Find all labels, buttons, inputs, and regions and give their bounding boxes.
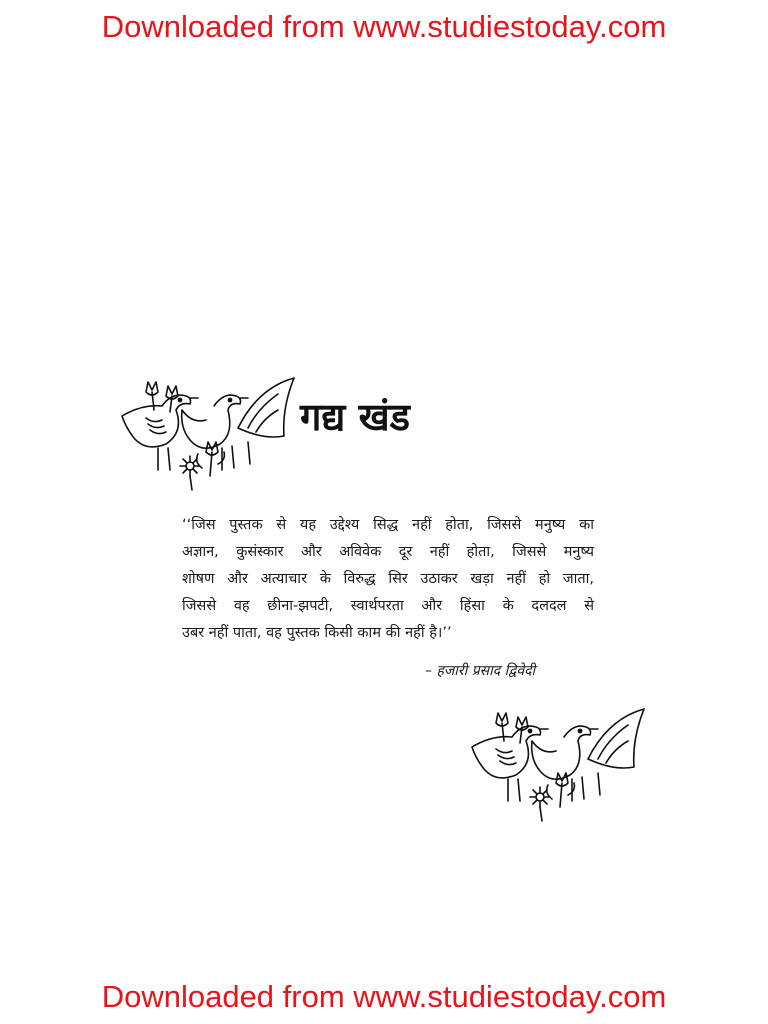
- birds-illustration-bottom: [468, 703, 650, 823]
- quote-block: [182, 512, 594, 647]
- download-watermark-header: Downloaded from www.studiestoday.com: [101, 9, 667, 44]
- quote-line: जिससे वह छीना-झपटी, स्वार्थपरता और हिंसा के दलदल से: [182, 598, 594, 614]
- birds-illustration-top: [118, 372, 300, 492]
- download-watermark-footer: Downloaded from www.studiestoday.com: [101, 979, 667, 1014]
- quote-line: ‘‘जिस पुस्तक से यह उद्देश्य सिद्ध नहीं होता, जिससे मनुष्य का: [182, 517, 594, 533]
- quote-author: – हजारी प्रसाद द्विवेदी: [425, 663, 536, 679]
- section-title: गद्य खंड: [300, 395, 410, 439]
- quote-line: उबर नहीं पाता, वह पुस्तक किसी काम की नहीं है।’’: [182, 625, 452, 641]
- quote-line: अज्ञान, कुसंस्कार और अविवेक दूर नहीं होता, जिससे मनुष्य: [182, 544, 594, 560]
- quote-line: शोषण और अत्याचार के विरुद्ध सिर उठाकर खड़ा नहीं हो जाता,: [182, 571, 594, 587]
